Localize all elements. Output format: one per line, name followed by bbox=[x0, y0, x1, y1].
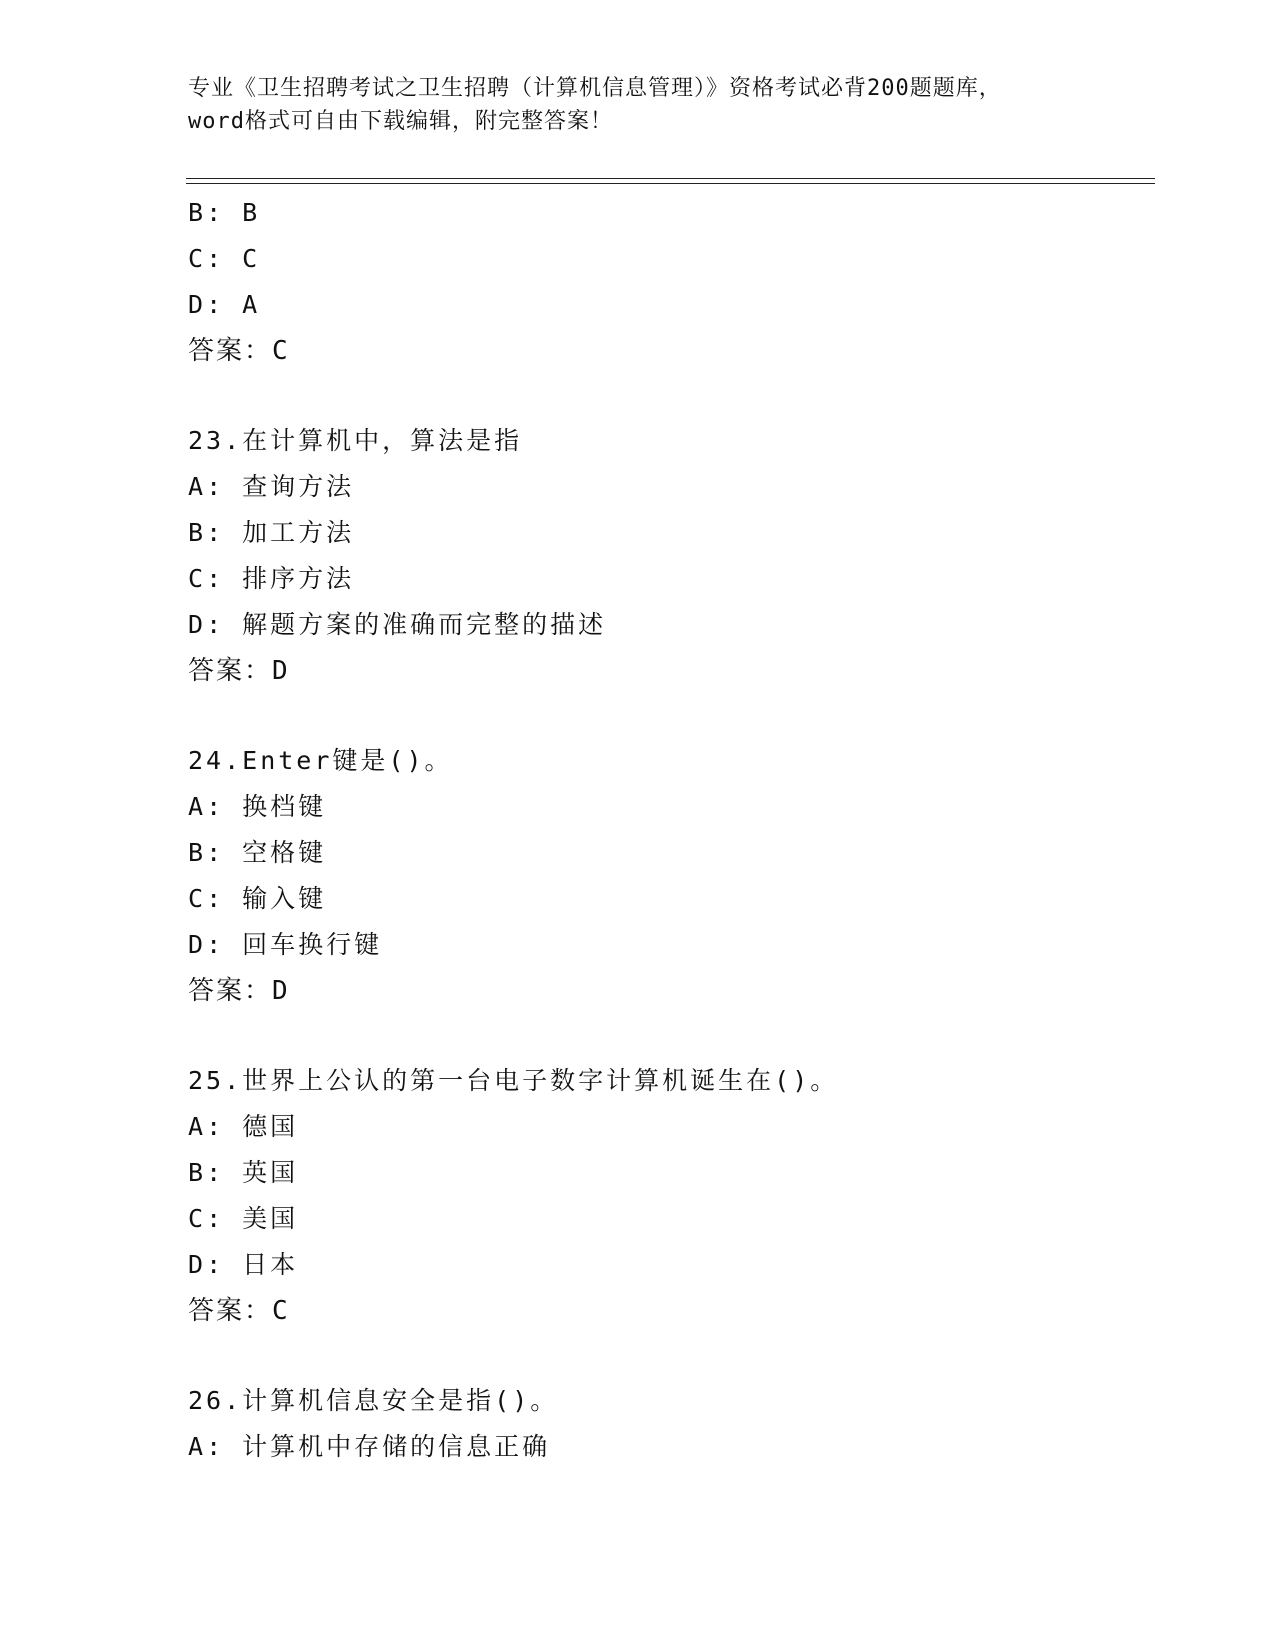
question-stem: 25.世界上公认的第一台电子数字计算机诞生在()。 bbox=[188, 1066, 839, 1095]
header-rule-bottom bbox=[186, 183, 1155, 184]
option-line: D: A bbox=[188, 290, 261, 319]
answer-line: 答案：C bbox=[188, 336, 290, 366]
option-line: A: 德国 bbox=[188, 1112, 299, 1141]
option-line: B: 加工方法 bbox=[188, 518, 355, 547]
option-line: B: 空格键 bbox=[188, 838, 327, 867]
option-line: A: 查询方法 bbox=[188, 472, 355, 501]
option-line: C: 美国 bbox=[188, 1204, 299, 1233]
option-line: C: 排序方法 bbox=[188, 564, 355, 593]
option-line: D: 回车换行键 bbox=[188, 930, 383, 959]
option-line: B: B bbox=[188, 198, 261, 227]
option-line: A: 换档键 bbox=[188, 792, 327, 821]
document-header bbox=[188, 72, 1088, 138]
question-list bbox=[188, 190, 1148, 1470]
header-rule-top bbox=[186, 178, 1155, 179]
option-line: B: 英国 bbox=[188, 1158, 299, 1187]
answer-line: 答案：C bbox=[188, 1296, 290, 1326]
option-line: D: 日本 bbox=[188, 1250, 299, 1279]
option-line: C: 输入键 bbox=[188, 884, 327, 913]
header-line-1: 专业《卫生招聘考试之卫生招聘（计算机信息管理）》资格考试必背200题题库， bbox=[188, 76, 1002, 101]
answer-line: 答案：D bbox=[188, 656, 290, 686]
question-stem: 23.在计算机中，算法是指 bbox=[188, 426, 523, 455]
question-stem: 26.计算机信息安全是指()。 bbox=[188, 1386, 559, 1415]
answer-line: 答案：D bbox=[188, 976, 290, 1006]
header-line-2: word格式可自由下载编辑，附完整答案！ bbox=[188, 109, 613, 134]
option-line: A: 计算机中存储的信息正确 bbox=[188, 1432, 551, 1461]
option-line: C: C bbox=[188, 244, 261, 273]
option-line: D: 解题方案的准确而完整的描述 bbox=[188, 610, 607, 639]
question-stem: 24.Enter键是()。 bbox=[188, 746, 453, 775]
